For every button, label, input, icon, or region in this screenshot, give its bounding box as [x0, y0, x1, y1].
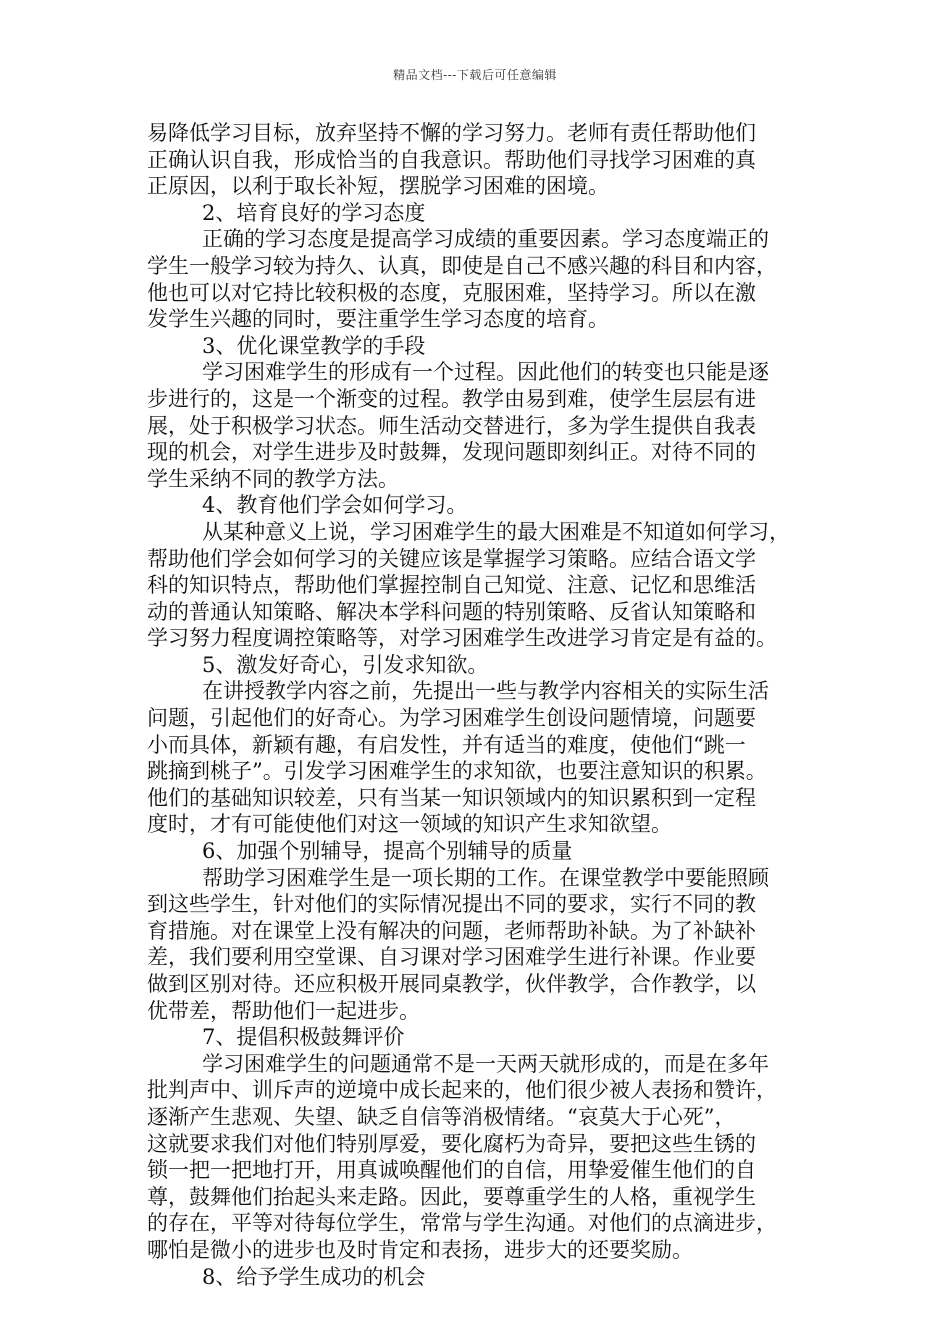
paragraph-line: 的存在，平等对待每位学生，常常与学生沟通。对他们的点滴进步， — [147, 1211, 777, 1236]
page-header: 精品文档---下载后可任意编辑 — [393, 68, 557, 82]
paragraph-line-indented: 学习困难学生的形成有一个过程。因此他们的转变也只能是逐 — [202, 360, 769, 385]
paragraph-line-indented: 7、提倡积极鼓舞评价 — [202, 1025, 405, 1050]
paragraph-line-indented: 4、教育他们学会如何学习。 — [202, 493, 468, 518]
paragraph-line-indented: 6、加强个别辅导，提高个别辅导的质量 — [202, 839, 573, 864]
paragraph-line: 学生一般学习较为持久、认真，即使是自己不感兴趣的科目和内容， — [147, 253, 777, 278]
paragraph-line: 正确认识自我，形成恰当的自我意识。帮助他们寻找学习困难的真 — [147, 147, 756, 172]
paragraph-line-indented: 3、优化课堂教学的手段 — [202, 333, 426, 358]
paragraph-line-indented: 正确的学习态度是提高学习成绩的重要因素。学习态度端正的 — [202, 227, 769, 252]
paragraph-line: 小而具体，新颖有趣，有启发性，并有适当的难度，使他们“跳一 — [147, 732, 746, 757]
paragraph-line: 步进行的，这是一个渐变的过程。教学由易到难，使学生层层有进 — [147, 386, 756, 411]
paragraph-line-indented: 从某种意义上说，学习困难学生的最大困难是不知道如何学习， — [202, 519, 790, 544]
paragraph-line: 学生采纳不同的教学方法。 — [147, 466, 399, 491]
paragraph-line: 发学生兴趣的同时，要注重学生学习态度的培育。 — [147, 307, 609, 332]
paragraph-line: 这就要求我们对他们特别厚爱，要化腐朽为奇异，要把这些生锈的 — [147, 1131, 756, 1156]
paragraph-line: 锁一把一把地打开，用真诚唤醒他们的自信，用挚爱催生他们的自 — [147, 1158, 756, 1183]
paragraph-line: 批判声中、训斥声的逆境中成长起来的，他们很少被人表扬和赞许， — [147, 1078, 777, 1103]
paragraph-line: 易降低学习目标，放弃坚持不懈的学习努力。老师有责任帮助他们 — [147, 121, 756, 145]
paragraph-line: 帮助他们学会如何学习的关键应该是掌握学习策略。应结合语文学 — [147, 546, 756, 571]
paragraph-line: 育措施。对在课堂上没有解决的问题，老师帮助补缺。为了补缺补 — [147, 918, 756, 943]
paragraph-line: 科的知识特点，帮助他们掌握控制自己知觉、注意、记忆和思维活 — [147, 573, 756, 598]
paragraph-line-indented: 帮助学习困难学生是一项长期的工作。在课堂教学中要能照顾 — [202, 865, 769, 890]
paragraph-line: 学习努力程度调控策略等，对学习困难学生改进学习肯定是有益的。 — [147, 626, 777, 651]
paragraph-line: 哪怕是微小的进步也及时肯定和表扬，进步大的还要奖励。 — [147, 1237, 693, 1262]
paragraph-line: 差，我们要利用空堂课、自习课对学习困难学生进行补课。作业要 — [147, 945, 756, 970]
paragraph-line-indented: 8、给予学生成功的机会 — [202, 1264, 426, 1289]
paragraph-line: 现的机会，对学生进步及时鼓舞，发现问题即刻纠正。对待不同的 — [147, 440, 756, 465]
paragraph-line: 他们的基础知识较差，只有当某一知识领域内的知识累积到一定程 — [147, 785, 756, 810]
paragraph-line: 尊，鼓舞他们抬起头来走路。因此，要尊重学生的人格，重视学生 — [147, 1184, 756, 1209]
document-body — [147, 120, 815, 1290]
paragraph-line: 优带差，帮助他们一起进步。 — [147, 998, 420, 1023]
paragraph-line-indented: 5、激发好奇心，引发求知欲。 — [202, 652, 489, 677]
paragraph-line: 正原因，以利于取长补短，摆脱学习困难的困境。 — [147, 174, 609, 199]
paragraph-line: 动的普通认知策略、解决本学科问题的特别策略、反省认知策略和 — [147, 599, 756, 624]
paragraph-line: 逐渐产生悲观、失望、缺乏自信等消极情绪。“哀莫大于心死”， — [147, 1104, 736, 1129]
paragraph-line: 跳摘到桃子”。引发学习困难学生的求知欲，也要注意知识的积累。 — [147, 759, 767, 784]
paragraph-line: 度时，才有可能使他们对这一领域的知识产生求知欲望。 — [147, 812, 672, 837]
paragraph-line: 展，处于积极学习状态。师生活动交替进行，多为学生提供自我表 — [147, 413, 756, 438]
paragraph-line-indented: 2、培育良好的学习态度 — [202, 200, 426, 225]
paragraph-line: 问题，引起他们的好奇心。为学习困难学生创设问题情境，问题要 — [147, 706, 756, 731]
paragraph-line-indented: 学习困难学生的问题通常不是一天两天就形成的，而是在多年 — [202, 1051, 769, 1076]
paragraph-line: 到这些学生，针对他们的实际情况提出不同的要求，实行不同的教 — [147, 892, 756, 917]
paragraph-line: 他也可以对它持比较积极的态度，克服困难，坚持学习。所以在激 — [147, 280, 756, 305]
paragraph-line: 做到区别对待。还应积极开展同桌教学，伙伴教学，合作教学，以 — [147, 972, 756, 996]
paragraph-line-indented: 在讲授教学内容之前，先提出一些与教学内容相关的实际生活 — [202, 679, 769, 704]
